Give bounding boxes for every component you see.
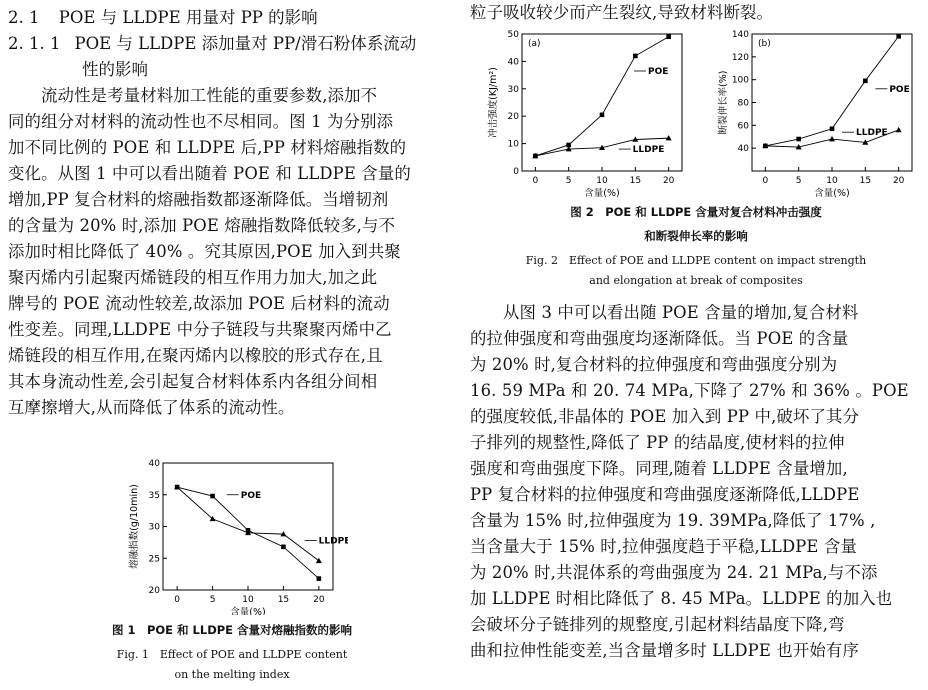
data-point	[896, 34, 901, 39]
y-tick-label: 30	[148, 522, 160, 533]
figure-2-captions	[470, 204, 922, 287]
right-column	[470, 0, 922, 26]
y-tick-label: 140	[731, 30, 749, 40]
x-tick-label: 20	[892, 176, 905, 186]
right-top-line-text: 粒子吸收较少而产生裂纹,导致材料断裂。	[470, 3, 774, 22]
x-tick-label: 5	[565, 176, 572, 186]
panel-label: (a)	[528, 39, 541, 49]
section-heading-2-1-1	[8, 31, 456, 57]
x-tick-label: 10	[242, 595, 254, 605]
y-tick-label: 120	[731, 52, 749, 63]
right-top-line	[470, 0, 922, 26]
paragraph-line: 互摩擦增大,从而降低了体系的流动性。	[8, 398, 295, 417]
subsection-number: 2. 1. 1	[8, 34, 61, 53]
paragraph-line: 牌号的 POE 流动性较差,故添加 POE 后材料的流动	[8, 294, 390, 313]
y-tick-label: 40	[737, 144, 749, 155]
x-tick-label: 10	[826, 176, 838, 186]
figure-2b-chart	[708, 28, 920, 198]
subsection-title-line1: POE 与 LLDPE 添加量对 PP/滑石粉体系流动	[74, 34, 417, 53]
figure-1	[118, 455, 348, 619]
y-tick-label: 100	[731, 75, 749, 86]
paragraph-line: 其本身流动性差,会引起复合材料体系内各组分间相	[8, 372, 378, 391]
y-tick-label: 30	[507, 84, 519, 95]
paragraph-line: 烯链段的相互作用,在聚丙烯内以橡胶的形式存在,且	[8, 346, 383, 365]
figure-2-caption-en-line1: Fig. 2 Effect of POE and LLDPE content on impact strength	[525, 254, 867, 267]
figure-1-caption-zh: 图 1 POE 和 LLDPE 含量对熔融指数的影响	[111, 623, 353, 637]
paragraph-line: 曲和拉伸性能变差,当含量增多时 LLDPE 也开始有序	[470, 641, 860, 660]
y-tick-label: 40	[148, 459, 160, 469]
figure-2b	[708, 28, 920, 202]
data-point	[600, 113, 605, 118]
x-axis-label: 含量(%)	[814, 188, 850, 198]
paragraph-line: 加不同比例的 POE 和 LLDPE 后,PP 材料熔融指数的	[8, 138, 407, 157]
paragraph-line: 加 LLDPE 时相比降低了 8. 45 MPa。LLDPE 的加入也	[470, 589, 893, 608]
series-label-lldpe: LLDPE	[856, 128, 888, 139]
series-label-poe: POE	[889, 84, 910, 95]
paragraph-line: 当含量大于 15% 时,拉伸强度趋于平稳,LLDPE 含量	[470, 537, 857, 556]
subsection-title-line2: 性的影响	[82, 60, 148, 79]
data-point	[863, 79, 868, 84]
body-paragraph-right	[470, 300, 922, 664]
section-title: POE 与 LLDPE 用量对 PP 的影响	[58, 8, 318, 27]
x-tick-label: 0	[174, 595, 181, 605]
paragraph-line: 的含量为 20% 时,添加 POE 熔融指数降低较多,与不	[8, 216, 396, 235]
y-tick-label: 35	[148, 490, 160, 501]
series-label-lldpe: LLDPE	[318, 536, 348, 547]
figure-2-caption-zh-line1: 图 2 POE 和 LLDPE 含量对复合材料冲击强度	[570, 205, 822, 219]
x-tick-label: 15	[629, 176, 642, 186]
data-point	[829, 136, 835, 141]
section-number: 2. 1	[8, 8, 40, 27]
figure-1-caption-en-line1: Fig. 1 Effect of POE and LLDPE content	[116, 648, 348, 661]
paragraph-line: 会破坏分子链排列的规整度,引起材料结晶度下降,弯	[470, 615, 845, 634]
series-label-poe: POE	[648, 66, 669, 77]
series-line-poe	[535, 37, 668, 156]
y-tick-label: 25	[148, 554, 160, 565]
y-axis-label: 断裂伸长率(%)	[718, 70, 729, 135]
x-tick-label: 0	[762, 176, 769, 186]
figure-2-caption-en-line2: and elongation at break of composites	[589, 274, 803, 287]
panel-label: (b)	[758, 39, 771, 49]
x-tick-label: 20	[313, 595, 325, 605]
paragraph-line: 为 20% 时,共混体系的弯曲强度为 24. 21 MPa,与不添	[470, 563, 878, 582]
y-tick-label: 80	[737, 98, 749, 109]
data-point	[666, 34, 671, 39]
x-tick-label: 15	[277, 595, 290, 605]
body-paragraph-left	[8, 83, 456, 421]
x-tick-label: 5	[209, 595, 216, 605]
paragraph-line: 增加,PP 复合材料的熔融指数都逐渐降低。当增韧剂	[8, 190, 389, 209]
x-axis-label: 含量(%)	[230, 607, 266, 615]
figure-2a	[482, 28, 692, 202]
right-body	[470, 300, 922, 664]
paragraph-line: 含量为 15% 时,拉伸强度为 19. 39MPa,降低了 17% ,	[470, 511, 876, 530]
paragraph-line: 聚丙烯内引起聚丙烯链段的相互作用力加大,加之此	[8, 268, 378, 287]
plot-frame	[163, 463, 333, 590]
y-axis-label: 冲击强度(KJ/m²)	[488, 67, 499, 138]
data-point	[281, 545, 286, 550]
y-tick-label: 60	[737, 121, 749, 132]
y-tick-label: 0	[513, 167, 519, 177]
paragraph-line: 同的组分对材料的流动性也不尽相同。图 1 为分别添	[8, 112, 394, 131]
paragraph-line: 的拉伸强度和弯曲强度均逐渐降低。当 POE 的含量	[470, 329, 849, 348]
data-point	[317, 576, 322, 581]
left-column	[8, 0, 456, 421]
figure-1-chart	[118, 455, 348, 615]
figure-1-caption-en-line2: on the melting index	[174, 668, 290, 681]
paragraph-line: 子排列的规整性,降低了 PP 的结晶度,使材料的拉伸	[470, 433, 845, 452]
y-tick-label: 40	[507, 57, 519, 68]
figure-2-caption-zh-line2: 和断裂伸长率的影响	[644, 229, 748, 243]
section-heading-2-1	[8, 5, 456, 31]
series-label-lldpe: LLDPE	[632, 145, 665, 156]
data-point	[210, 494, 215, 499]
series-label-poe: POE	[240, 490, 262, 501]
paragraph-line: 性变差。同理,LLDPE 中分子链段与共聚聚丙烯中乙	[8, 320, 392, 339]
data-point	[830, 126, 835, 131]
paragraph-line: 添加时相比降低了 40% 。究其原因,POE 加入到共聚	[8, 242, 401, 261]
data-point	[633, 54, 638, 59]
data-point	[896, 127, 902, 132]
y-axis-label: 熔融指数(g/10min)	[129, 484, 140, 569]
x-tick-label: 15	[859, 176, 872, 186]
paragraph-line: 的强度较低,非晶体的 POE 加入到 PP 中,破坏了其分	[470, 407, 860, 426]
figure-1-captions	[8, 622, 456, 681]
paragraph-line: 16. 59 MPa 和 20. 74 MPa,下降了 27% 和 36% 。POE	[470, 381, 909, 400]
x-tick-label: 0	[532, 176, 539, 186]
paragraph-line: 变化。从图 1 中可以看出随着 POE 和 LLDPE 含量的	[8, 164, 411, 183]
paragraph-line: 强度和弯曲强度下降。同理,随着 LLDPE 含量增加,	[470, 459, 848, 478]
x-tick-label: 10	[596, 176, 608, 186]
data-point	[316, 558, 322, 563]
x-tick-label: 20	[662, 176, 675, 186]
paragraph-line: PP 复合材料的拉伸强度和弯曲强度逐渐降低,LLDPE	[470, 485, 860, 504]
paragraph-line: 为 20% 时,复合材料的拉伸强度和弯曲强度分别为	[470, 355, 838, 374]
figure-2a-chart	[482, 28, 692, 198]
y-tick-label: 50	[507, 30, 519, 40]
y-tick-label: 20	[507, 112, 519, 123]
data-point	[796, 137, 801, 142]
x-tick-label: 5	[795, 176, 802, 186]
paragraph-line: 流动性是考量材料加工性能的重要参数,添加不	[41, 86, 378, 105]
x-axis-label: 含量(%)	[584, 188, 620, 198]
plot-frame	[752, 34, 912, 171]
y-tick-label: 20	[148, 586, 160, 596]
y-tick-label: 10	[507, 139, 519, 150]
paragraph-line: 从图 3 中可以看出随 POE 含量的增加,复合材料	[503, 303, 859, 322]
